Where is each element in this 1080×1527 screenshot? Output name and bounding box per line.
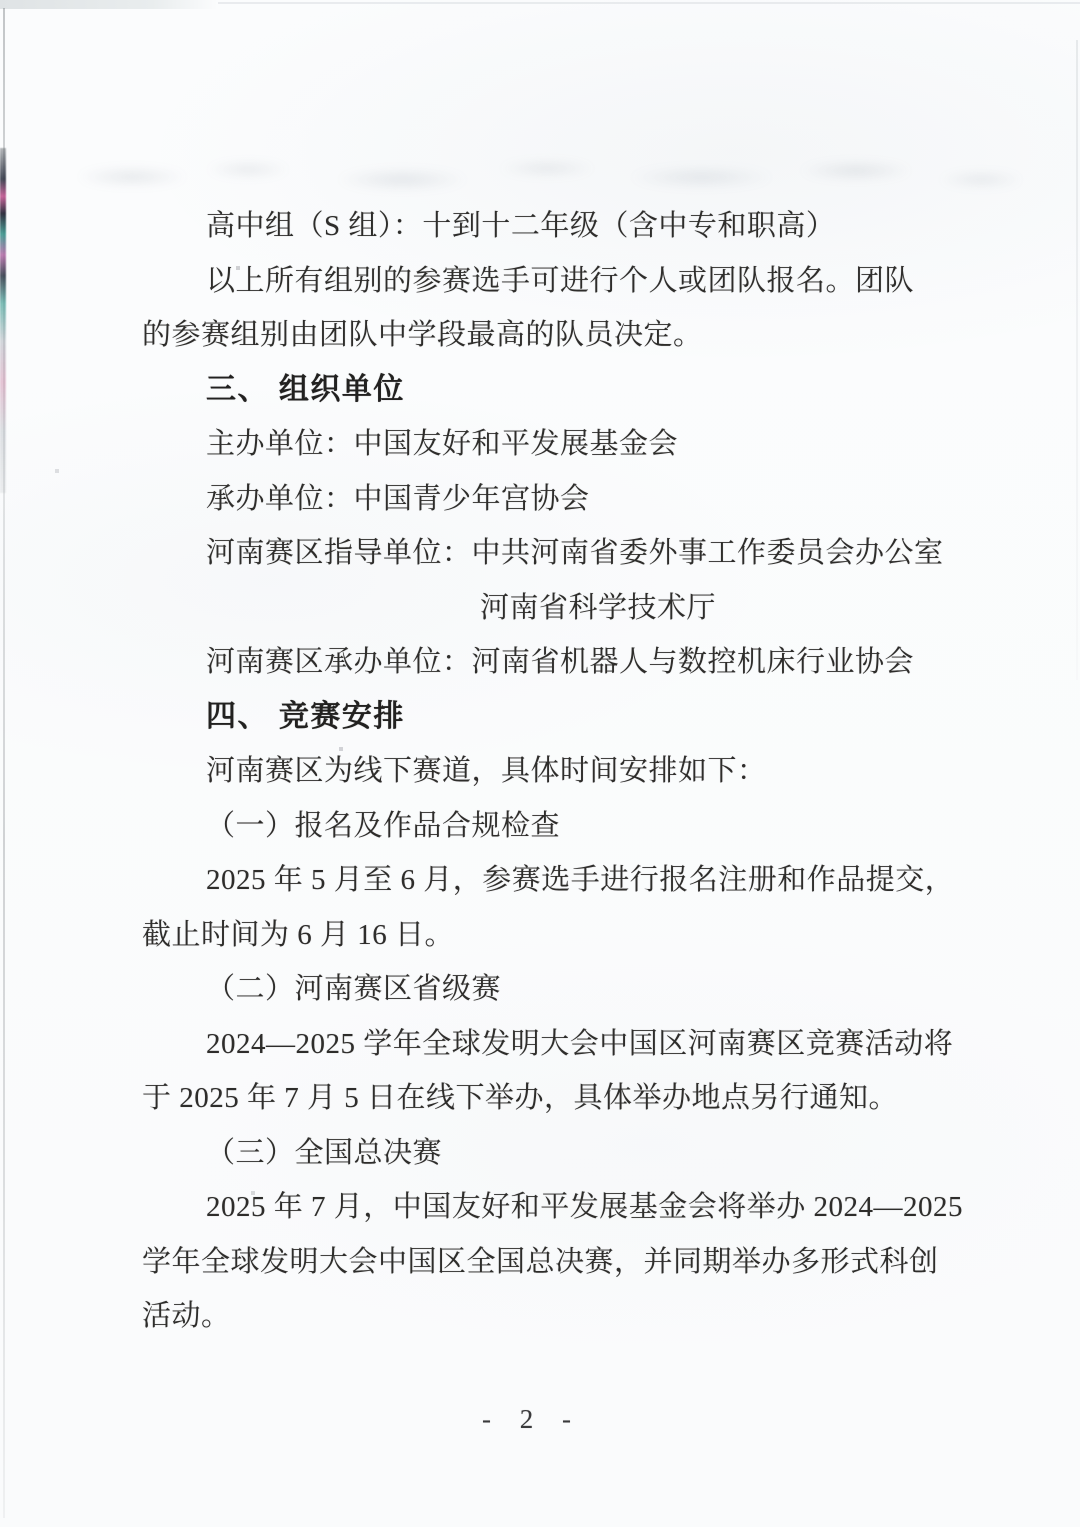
- doc-line-national-final-cont-2: 活动。: [142, 1300, 231, 1332]
- scan-speckles: [0, 0, 2, 2]
- page-number: - 2 -: [482, 1404, 582, 1434]
- subsection-heading-registration: （一）报名及作品合规检查: [206, 809, 561, 842]
- section-heading-schedule: 四、 竞赛安排: [206, 699, 405, 733]
- doc-line-provincial-detail-cont: 于 2025 年 7 月 5 日在线下举办，具体举办地点另行通知。: [142, 1082, 899, 1114]
- document-text-block: [142, 199, 964, 1344]
- doc-line-provincial-detail: 2024—2025 学年全球发明大会中国区河南赛区竞赛活动将: [206, 1027, 954, 1060]
- doc-line-registration-period: 2025 年 5 月至 6 月，参赛选手进行报名注册和作品提交，: [206, 864, 955, 896]
- doc-line-henan-guidance-unit-2: 河南省科学技术厅: [480, 591, 717, 624]
- scan-top-edge-artifact: [0, 0, 218, 9]
- scan-top-edge-line: [218, 2, 1080, 4]
- scan-right-edge-line: [1076, 40, 1078, 680]
- doc-line-national-final-cont: 学年全球发明大会中国区全国总决赛，并同期举办多形式科创: [142, 1245, 939, 1278]
- doc-line-host-unit: 主办单位：中国友好和平发展基金会: [206, 428, 679, 460]
- subsection-heading-national-final: （三）全国总决赛: [206, 1136, 443, 1169]
- doc-line-registration-rule-cont: 的参赛组别由团队中学段最高的队员决定。: [142, 319, 703, 351]
- doc-line-organizer-unit: 承办单位：中国青少年宫协会: [206, 482, 590, 515]
- ghost-text-smudge: [55, 146, 1020, 202]
- subsection-heading-provincial: （二）河南赛区省级赛: [206, 973, 502, 1005]
- doc-line-henan-organizer-unit: 河南赛区承办单位：河南省机器人与数控机床行业协会: [206, 646, 915, 678]
- scan-left-color-noise: [0, 148, 6, 493]
- doc-line-highschool-group: 高中组（S 组）：十到十二年级（含中专和职高）: [206, 210, 836, 242]
- doc-line-schedule-intro: 河南赛区为线下赛道，具体时间安排如下：: [206, 755, 767, 787]
- doc-line-registration-rule: 以上所有组别的参赛选手可进行个人或团队报名。团队: [206, 264, 915, 297]
- doc-line-henan-guidance-unit: 河南赛区指导单位：中共河南省委外事工作委员会办公室: [206, 537, 944, 569]
- section-heading-organizers: 三、 组织单位: [206, 372, 405, 406]
- doc-line-registration-deadline: 截止时间为 6 月 16 日。: [142, 918, 455, 951]
- doc-line-national-final: 2025 年 7 月，中国友好和平发展基金会将举办 2024—2025: [206, 1191, 964, 1223]
